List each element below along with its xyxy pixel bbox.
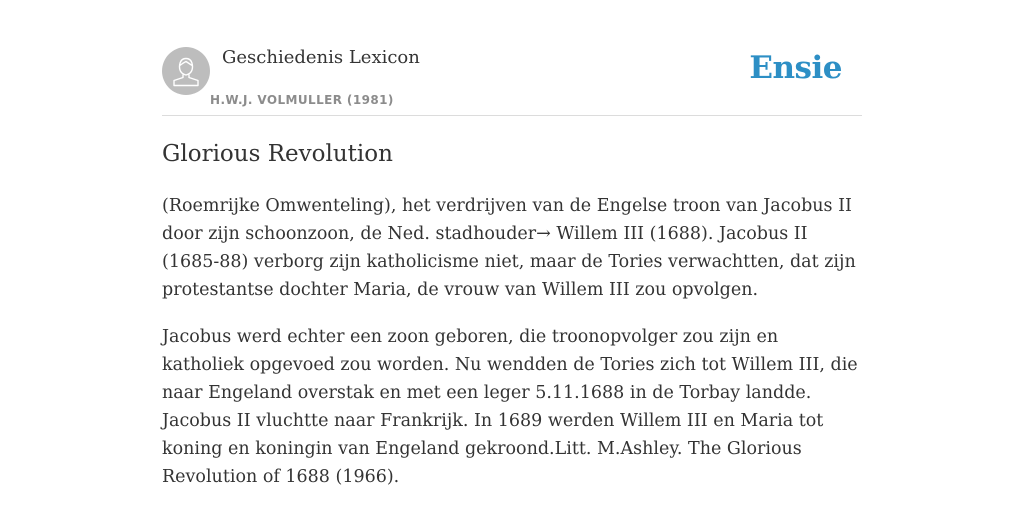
lexicon-header: [162, 46, 862, 116]
user-icon: [162, 47, 210, 95]
page-title: Glorious Revolution: [162, 141, 393, 167]
article-body: [162, 192, 862, 510]
lexicon-title-link[interactable]: Geschiedenis Lexicon: [222, 47, 420, 68]
avatar[interactable]: [162, 47, 210, 95]
author-link[interactable]: H.W.J. VOLMULLER (1981): [210, 93, 394, 107]
article-paragraph: (Roemrijke Omwenteling), het verdrijven van de Engelse troon van Jacobus II door zijn schoonzoon, de Ned. stadhouder→ Willem III (1688). Jacobus II (1685-88) verborg zijn katholicisme niet, maar de Tories verwachtten, dat zijn protestantse dochter Maria, de vrouw van Willem III zou opvolgen.: [162, 196, 856, 300]
brand-logo[interactable]: Ensie: [749, 50, 842, 86]
article-paragraph: Jacobus werd echter een zoon geboren, die troonopvolger zou zijn en katholiek opgevoed zou worden. Nu wendden de Tories zich tot Willem III, die naar Engeland overstak en met een leger 5.11.1688 in de Torbay landde. Jacobus II vluchtte naar Frankrijk. In 1689 werden Willem III en Maria tot koning en koningin van Engeland gekroond.Litt. M.Ashley. The Glorious Revolution of 1688 (1966).: [162, 327, 858, 487]
